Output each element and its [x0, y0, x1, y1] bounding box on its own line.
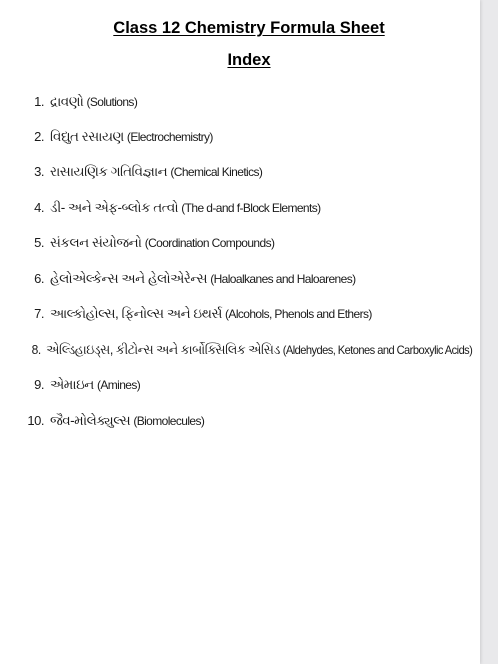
item-number: 3. [34, 164, 44, 179]
item-number: 9. [34, 377, 44, 392]
item-gujarati-title: દ્રાવણો [50, 94, 84, 109]
item-gujarati-title: રાસાયણિક ગતિવિજ્ઞાન [50, 164, 168, 179]
item-number: 4. [34, 200, 44, 215]
document-title: Class 12 Chemistry Formula Sheet [113, 19, 385, 37]
item-gujarati-title: આલ્કોહોલ્સ, ફિનોલ્સ અને ઇથર્સ [50, 306, 222, 321]
item-english-title: (Coordination Compounds) [144, 236, 275, 250]
index-item-amines [0, 373, 140, 397]
item-gujarati-title: એમાઇન [50, 377, 94, 392]
index-item-d-f-block [0, 196, 321, 220]
item-english-title: (Biomolecules) [133, 414, 205, 428]
item-gujarati-title: વિદ્યુત રસાયણ [50, 129, 124, 144]
item-number: 7. [34, 306, 44, 321]
item-english-title: (The d-and f-Block Elements) [181, 201, 321, 215]
index-item-electrochemistry [0, 125, 213, 149]
index-item-coordination-compounds [0, 231, 274, 255]
index-item-alcohols [0, 302, 372, 326]
item-gujarati-title: ડી- અને એફ-બ્લોક તત્વો [50, 200, 179, 215]
item-number: 5. [34, 235, 44, 250]
index-item-haloalkanes [0, 267, 356, 291]
item-english-title: (Alcohols, Phenols and Ethers) [225, 307, 372, 321]
item-gujarati-title: હેલોએલ્કેન્સ અને હેલોએરેન્સ [50, 271, 208, 286]
item-english-title: (Chemical Kinetics) [170, 165, 263, 179]
item-english-title: (Amines) [96, 378, 141, 392]
index-item-aldehydes [0, 338, 472, 362]
item-number: 6. [34, 271, 44, 286]
index-heading: Index [227, 51, 271, 69]
index-item-biomolecules [0, 409, 204, 433]
item-gujarati-title: જૈવ-મોલેક્યુલ્સ [50, 413, 131, 428]
item-number: 10. [27, 413, 44, 428]
item-english-title: (Electrochemistry) [126, 130, 213, 144]
index-item-solutions [0, 90, 137, 114]
item-english-title: (Haloalkanes and Haloarenes) [210, 272, 356, 286]
item-english-title: (Solutions) [86, 95, 138, 109]
item-number: 2. [34, 129, 44, 144]
index-item-chemical-kinetics [0, 160, 262, 184]
item-gujarati-title: સંકલન સંયોજનો [50, 235, 142, 250]
item-english-title: (Aldehydes, Ketones and Carboxylic Acids) [282, 343, 473, 357]
item-number: 1. [34, 94, 44, 109]
item-gujarati-title: એલ્ડિહાઇડ્સ, કીટોન્સ અને કાર્બોક્સિલિક એસિડ [46, 342, 280, 357]
item-number: 8. [31, 342, 41, 357]
